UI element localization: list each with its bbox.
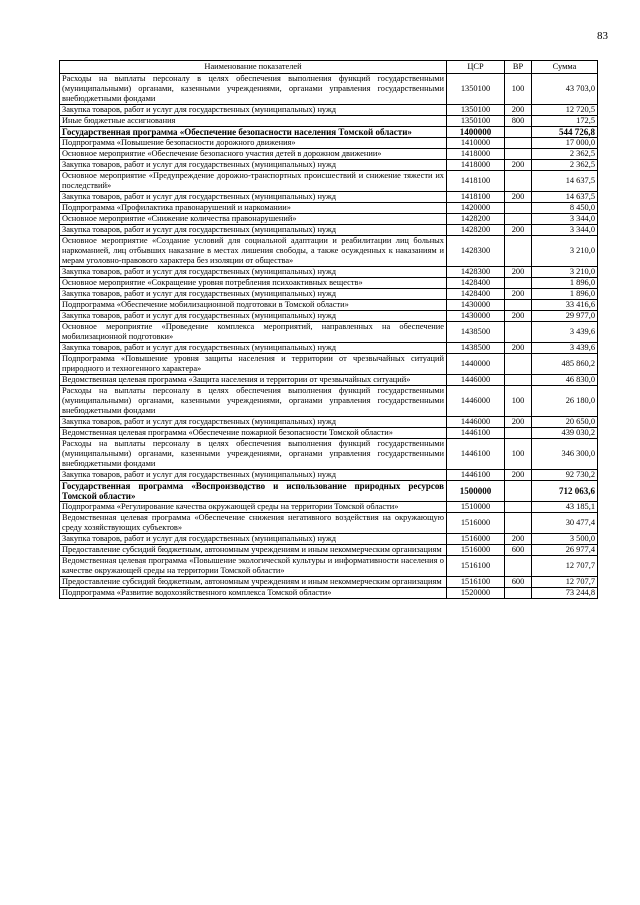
table-row	[60, 343, 598, 354]
row-name-cell: Государственная программа «Обеспечение безопасности населения Томской области»	[60, 127, 447, 138]
table-row	[60, 149, 598, 160]
row-code-cell: 1430000	[447, 311, 505, 322]
row-name-cell: Закупка товаров, работ и услуг для государственных (муниципальных) нужд	[60, 225, 447, 236]
row-sum-cell: 1 896,0	[532, 278, 598, 289]
table-row	[60, 417, 598, 428]
row-sum-cell: 439 030,2	[532, 428, 598, 439]
row-sum-cell: 3 344,0	[532, 225, 598, 236]
budget-table	[59, 60, 598, 599]
row-sum-cell: 12 707,7	[532, 577, 598, 588]
row-vr-cell	[505, 322, 532, 343]
row-vr-cell: 200	[505, 417, 532, 428]
row-vr-cell: 100	[505, 74, 532, 105]
table-row	[60, 289, 598, 300]
row-vr-cell: 200	[505, 534, 532, 545]
row-name-cell: Подпрограмма «Повышение безопасности дорожного движения»	[60, 138, 447, 149]
row-vr-cell	[505, 428, 532, 439]
row-code-cell: 1446100	[447, 470, 505, 481]
page-number: 83	[597, 30, 608, 42]
row-code-cell: 1428400	[447, 289, 505, 300]
row-vr-cell	[505, 138, 532, 149]
row-name-cell: Расходы на выплаты персоналу в целях обеспечения выполнения функций государственными (муниципальными) органами, казенными учреждениями, органами управления государственными внебюджетными фондами	[60, 74, 447, 105]
row-code-cell: 1516000	[447, 513, 505, 534]
row-name-cell: Государственная программа «Воспроизводство и использование природных ресурсов Томской области»	[60, 481, 447, 502]
row-code-cell: 1446000	[447, 417, 505, 428]
row-name-cell: Ведомственная целевая программа «Повышение экологической культуры и информативности населения о качестве окружающей среды на территории Томской области»	[60, 556, 447, 577]
row-sum-cell: 17 000,0	[532, 138, 598, 149]
table-row	[60, 481, 598, 502]
row-code-cell: 1430000	[447, 300, 505, 311]
row-sum-cell: 43 703,0	[532, 74, 598, 105]
row-code-cell: 1428300	[447, 267, 505, 278]
table-row	[60, 588, 598, 599]
row-name-cell: Закупка товаров, работ и услуг для государственных (муниципальных) нужд	[60, 343, 447, 354]
row-code-cell: 1510000	[447, 502, 505, 513]
row-vr-cell: 200	[505, 343, 532, 354]
row-name-cell: Закупка товаров, работ и услуг для государственных (муниципальных) нужд	[60, 160, 447, 171]
table-row	[60, 354, 598, 375]
table-body	[60, 74, 598, 599]
row-vr-cell	[505, 556, 532, 577]
row-sum-cell: 712 063,6	[532, 481, 598, 502]
row-vr-cell: 200	[505, 192, 532, 203]
row-name-cell: Основное мероприятие «Обеспечение безопасного участия детей в дорожном движении»	[60, 149, 447, 160]
row-code-cell: 1446000	[447, 375, 505, 386]
row-name-cell: Расходы на выплаты персоналу в целях обеспечения выполнения функций государственными (муниципальными) органами, казенными учреждениями, органами управления государственными внебюджетными фондами	[60, 386, 447, 417]
row-sum-cell: 43 185,1	[532, 502, 598, 513]
table-row	[60, 375, 598, 386]
row-code-cell: 1428400	[447, 278, 505, 289]
table-row	[60, 428, 598, 439]
table-row	[60, 267, 598, 278]
row-name-cell: Закупка товаров, работ и услуг для государственных (муниципальных) нужд	[60, 311, 447, 322]
table-row	[60, 577, 598, 588]
row-sum-cell: 3 439,6	[532, 322, 598, 343]
row-vr-cell	[505, 127, 532, 138]
row-code-cell: 1520000	[447, 588, 505, 599]
table-row	[60, 236, 598, 267]
table-row	[60, 74, 598, 105]
table-row	[60, 386, 598, 417]
row-sum-cell: 26 180,0	[532, 386, 598, 417]
table-row	[60, 311, 598, 322]
row-vr-cell: 200	[505, 267, 532, 278]
row-code-cell: 1446100	[447, 439, 505, 470]
row-code-cell: 1516100	[447, 556, 505, 577]
row-code-cell: 1350100	[447, 116, 505, 127]
row-vr-cell: 600	[505, 545, 532, 556]
row-sum-cell: 12 707,7	[532, 556, 598, 577]
table-row	[60, 502, 598, 513]
row-vr-cell	[505, 203, 532, 214]
row-sum-cell: 3 500,0	[532, 534, 598, 545]
row-name-cell: Подпрограмма «Регулирование качества окружающей среды на территории Томской области»	[60, 502, 447, 513]
row-vr-cell: 200	[505, 160, 532, 171]
row-vr-cell: 100	[505, 439, 532, 470]
row-sum-cell: 1 896,0	[532, 289, 598, 300]
row-code-cell: 1428200	[447, 225, 505, 236]
row-name-cell: Основное мероприятие «Предупреждение дорожно-транспортных происшествий и снижение тяжести их последствий»	[60, 171, 447, 192]
row-name-cell: Закупка товаров, работ и услуг для государственных (муниципальных) нужд	[60, 267, 447, 278]
row-sum-cell: 73 244,8	[532, 588, 598, 599]
row-sum-cell: 30 477,4	[532, 513, 598, 534]
row-vr-cell: 200	[505, 470, 532, 481]
row-sum-cell: 8 450,0	[532, 203, 598, 214]
row-code-cell: 1446000	[447, 386, 505, 417]
row-vr-cell: 600	[505, 577, 532, 588]
table-row	[60, 203, 598, 214]
row-sum-cell: 29 977,0	[532, 311, 598, 322]
row-vr-cell	[505, 300, 532, 311]
row-sum-cell: 544 726,8	[532, 127, 598, 138]
row-code-cell: 1438500	[447, 322, 505, 343]
row-vr-cell: 800	[505, 116, 532, 127]
row-name-cell: Ведомственная целевая программа «Защита населения и территории от чрезвычайных ситуаций»	[60, 375, 447, 386]
table-row	[60, 534, 598, 545]
row-vr-cell: 200	[505, 225, 532, 236]
row-vr-cell	[505, 375, 532, 386]
row-sum-cell: 346 300,0	[532, 439, 598, 470]
table-row	[60, 160, 598, 171]
row-name-cell: Подпрограмма «Развитие водохозяйственного комплекса Томской области»	[60, 588, 447, 599]
row-sum-cell: 3 210,0	[532, 267, 598, 278]
table-row	[60, 225, 598, 236]
table-row	[60, 513, 598, 534]
row-sum-cell: 2 362,5	[532, 160, 598, 171]
row-code-cell: 1516000	[447, 534, 505, 545]
row-sum-cell: 12 720,5	[532, 105, 598, 116]
row-vr-cell	[505, 278, 532, 289]
row-code-cell: 1418100	[447, 171, 505, 192]
row-code-cell: 1438500	[447, 343, 505, 354]
table-row	[60, 171, 598, 192]
row-vr-cell	[505, 214, 532, 225]
row-name-cell: Закупка товаров, работ и услуг для государственных (муниципальных) нужд	[60, 192, 447, 203]
header-name: Наименование показателей	[60, 61, 447, 74]
row-name-cell: Закупка товаров, работ и услуг для государственных (муниципальных) нужд	[60, 470, 447, 481]
row-sum-cell: 46 830,0	[532, 375, 598, 386]
row-sum-cell: 33 416,6	[532, 300, 598, 311]
table-row	[60, 127, 598, 138]
row-vr-cell: 100	[505, 386, 532, 417]
table-row	[60, 278, 598, 289]
row-sum-cell: 3 210,0	[532, 236, 598, 267]
row-code-cell: 1500000	[447, 481, 505, 502]
row-name-cell: Подпрограмма «Повышение уровня защиты населения и территории от чрезвычайных ситуаций природного и техногенного характера»	[60, 354, 447, 375]
row-name-cell: Ведомственная целевая программа «Обеспечение пожарной безопасности Томской области»	[60, 428, 447, 439]
row-code-cell: 1420000	[447, 203, 505, 214]
row-sum-cell: 26 977,4	[532, 545, 598, 556]
row-code-cell: 1410000	[447, 138, 505, 149]
table-row	[60, 300, 598, 311]
row-name-cell: Закупка товаров, работ и услуг для государственных (муниципальных) нужд	[60, 105, 447, 116]
row-code-cell: 1400000	[447, 127, 505, 138]
table-row	[60, 439, 598, 470]
row-name-cell: Основное мероприятие «Сокращение уровня потребления психоактивных веществ»	[60, 278, 447, 289]
table-row	[60, 556, 598, 577]
row-vr-cell	[505, 513, 532, 534]
row-name-cell: Закупка товаров, работ и услуг для государственных (муниципальных) нужд	[60, 417, 447, 428]
row-vr-cell	[505, 171, 532, 192]
row-sum-cell: 92 730,2	[532, 470, 598, 481]
table-row	[60, 214, 598, 225]
row-sum-cell: 20 650,0	[532, 417, 598, 428]
row-code-cell: 1446100	[447, 428, 505, 439]
row-sum-cell: 2 362,5	[532, 149, 598, 160]
row-vr-cell	[505, 236, 532, 267]
row-vr-cell	[505, 588, 532, 599]
table-header-row	[60, 61, 598, 74]
row-vr-cell: 200	[505, 311, 532, 322]
header-vr: ВР	[505, 61, 532, 74]
row-name-cell: Основное мероприятие «Снижение количества правонарушений»	[60, 214, 447, 225]
row-vr-cell	[505, 502, 532, 513]
header-sum: Сумма	[532, 61, 598, 74]
row-code-cell: 1440000	[447, 354, 505, 375]
row-vr-cell: 200	[505, 105, 532, 116]
row-code-cell: 1350100	[447, 105, 505, 116]
table-row	[60, 470, 598, 481]
row-sum-cell: 3 439,6	[532, 343, 598, 354]
row-name-cell: Основное мероприятие «Проведение комплекса мероприятий, направленных на обеспечение мобилизационной подготовки»	[60, 322, 447, 343]
header-code: ЦСР	[447, 61, 505, 74]
row-vr-cell	[505, 354, 532, 375]
row-code-cell: 1516100	[447, 577, 505, 588]
row-code-cell: 1418100	[447, 192, 505, 203]
row-vr-cell	[505, 481, 532, 502]
row-name-cell: Расходы на выплаты персоналу в целях обеспечения выполнения функций государственными (муниципальными) органами, казенными учреждениями, органами управления государственными внебюджетными фондами	[60, 439, 447, 470]
table-row	[60, 105, 598, 116]
table-row	[60, 322, 598, 343]
row-name-cell: Закупка товаров, работ и услуг для государственных (муниципальных) нужд	[60, 289, 447, 300]
table-row	[60, 138, 598, 149]
row-code-cell: 1418000	[447, 149, 505, 160]
row-code-cell: 1350100	[447, 74, 505, 105]
row-name-cell: Закупка товаров, работ и услуг для государственных (муниципальных) нужд	[60, 534, 447, 545]
row-name-cell: Предоставление субсидий бюджетным, автономным учреждениям и иным некоммерческим организациям	[60, 577, 447, 588]
row-code-cell: 1428200	[447, 214, 505, 225]
row-sum-cell: 485 860,2	[532, 354, 598, 375]
row-sum-cell: 14 637,5	[532, 171, 598, 192]
row-code-cell: 1418000	[447, 160, 505, 171]
row-name-cell: Предоставление субсидий бюджетным, автономным учреждениям и иным некоммерческим организациям	[60, 545, 447, 556]
row-code-cell: 1428300	[447, 236, 505, 267]
row-name-cell: Ведомственная целевая программа «Обеспечение снижения негативного воздействия на окружающую среду хозяйствующих субъектов»	[60, 513, 447, 534]
row-name-cell: Основное мероприятие «Создание условий для социальной адаптации и реабилитации лиц больных наркоманией, лиц отбывших наказание в местах лишения свободы, а также осужденных к наказаниям и мерам уголовно-правового характера без изоляции от общества»	[60, 236, 447, 267]
row-name-cell: Подпрограмма «Обеспечение мобилизационной подготовки в Томской области»	[60, 300, 447, 311]
table-row	[60, 545, 598, 556]
row-sum-cell: 14 637,5	[532, 192, 598, 203]
row-sum-cell: 3 344,0	[532, 214, 598, 225]
row-name-cell: Иные бюджетные ассигнования	[60, 116, 447, 127]
row-name-cell: Подпрограмма «Профилактика правонарушений и наркомании»	[60, 203, 447, 214]
table-row	[60, 192, 598, 203]
row-code-cell: 1516000	[447, 545, 505, 556]
row-vr-cell	[505, 149, 532, 160]
table-row	[60, 116, 598, 127]
row-vr-cell: 200	[505, 289, 532, 300]
row-sum-cell: 172,5	[532, 116, 598, 127]
